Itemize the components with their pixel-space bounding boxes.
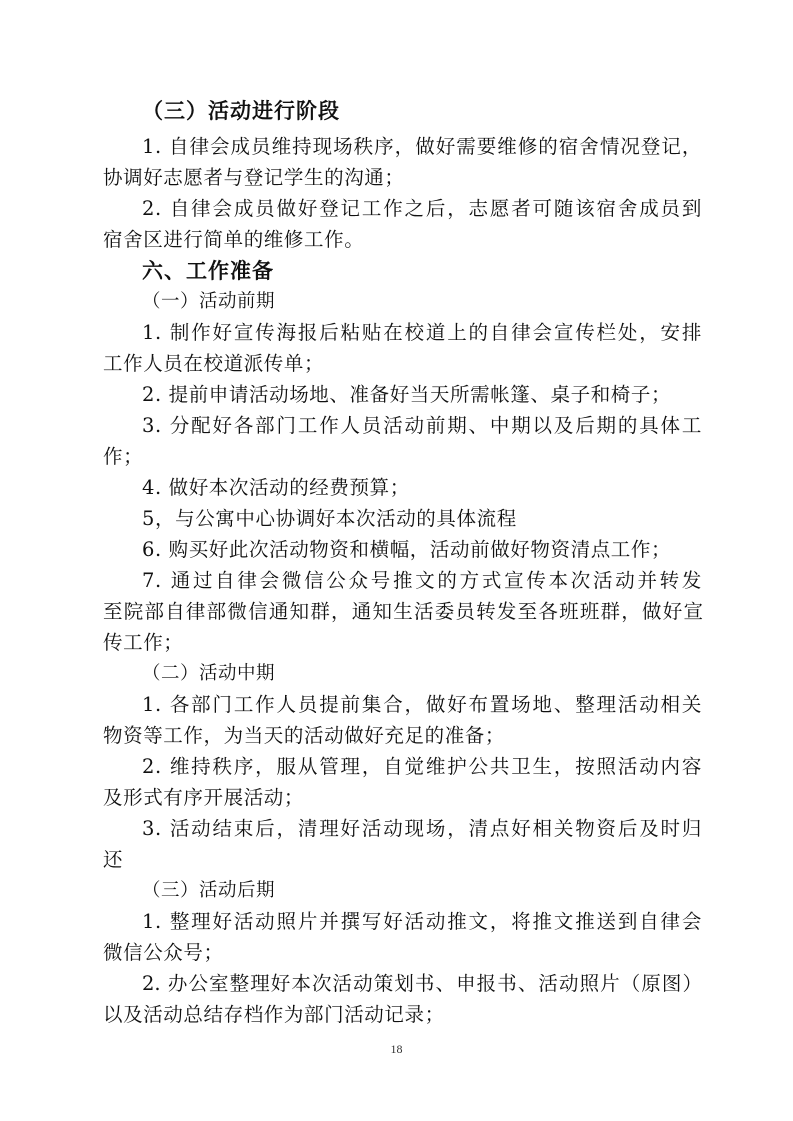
- paragraph-line: 1. 自律会成员维持现场秩序，做好需要维修的宿舍情况登记，: [142, 135, 702, 158]
- subsection-heading-late-stage: （三）活动后期: [142, 880, 276, 901]
- subsection-heading-early-stage: （一）活动前期: [142, 291, 276, 312]
- paragraph-line: 作；: [103, 445, 144, 468]
- section-heading-activity-stage: （三）活动进行阶段: [142, 98, 340, 123]
- paragraph-line: 7. 通过自律会微信公众号推文的方式宣传本次活动并转发: [142, 569, 702, 592]
- paragraph-line: 2. 提前申请活动场地、准备好当天所需帐篷、桌子和椅子；: [142, 383, 672, 406]
- paragraph-line: 3. 分配好各部门工作人员活动前期、中期以及后期的具体工: [142, 414, 702, 437]
- paragraph-line: 及形式有序开展活动；: [103, 786, 305, 809]
- paragraph-line: 2. 自律会成员做好登记工作之后，志愿者可随该宿舍成员到: [142, 197, 702, 220]
- paragraph-line: 1. 各部门工作人员提前集合，做好布置场地、整理活动相关: [142, 693, 702, 716]
- paragraph-line: 传工作；: [103, 631, 184, 654]
- paragraph-line: 宿舍区进行简单的维修工作。: [103, 228, 365, 251]
- paragraph-line: 至院部自律部微信通知群，通知生活委员转发至各班班群，做好宣: [103, 600, 703, 623]
- paragraph-line: 微信公众号；: [103, 941, 224, 964]
- section-heading-work-preparation: 六、工作准备: [142, 258, 274, 283]
- paragraph-line: 3. 活动结束后，清理好活动现场，清点好相关物资后及时归: [142, 817, 702, 840]
- paragraph-line: 物资等工作，为当天的活动做好充足的准备；: [103, 724, 506, 747]
- paragraph-line: 协调好志愿者与登记学生的沟通；: [103, 166, 405, 189]
- paragraph-line: 以及活动总结存档作为部门活动记录；: [103, 1003, 445, 1026]
- page-number: 18: [390, 1042, 403, 1056]
- paragraph-line: 还: [103, 848, 124, 871]
- paragraph-line: 1. 整理好活动照片并撰写好活动推文，将推文推送到自律会: [142, 910, 702, 933]
- paragraph-line: 4. 做好本次活动的经费预算；: [142, 476, 410, 499]
- paragraph-line: 2. 维持秩序，服从管理，自觉维护公共卫生，按照活动内容: [142, 755, 702, 778]
- paragraph-line: 1. 制作好宣传海报后粘贴在校道上的自律会宣传栏处，安排: [142, 321, 702, 344]
- paragraph-line: 5，与公寓中心协调好本次活动的具体流程: [142, 507, 517, 530]
- paragraph-line: 6. 购买好此次活动物资和横幅，活动前做好物资清点工作；: [142, 538, 672, 561]
- paragraph-line: 2. 办公室整理好本次活动策划书、申报书、活动照片（原图）: [142, 972, 702, 995]
- paragraph-line: 工作人员在校道派传单；: [103, 352, 325, 375]
- subsection-heading-middle-stage: （二）活动中期: [142, 663, 276, 684]
